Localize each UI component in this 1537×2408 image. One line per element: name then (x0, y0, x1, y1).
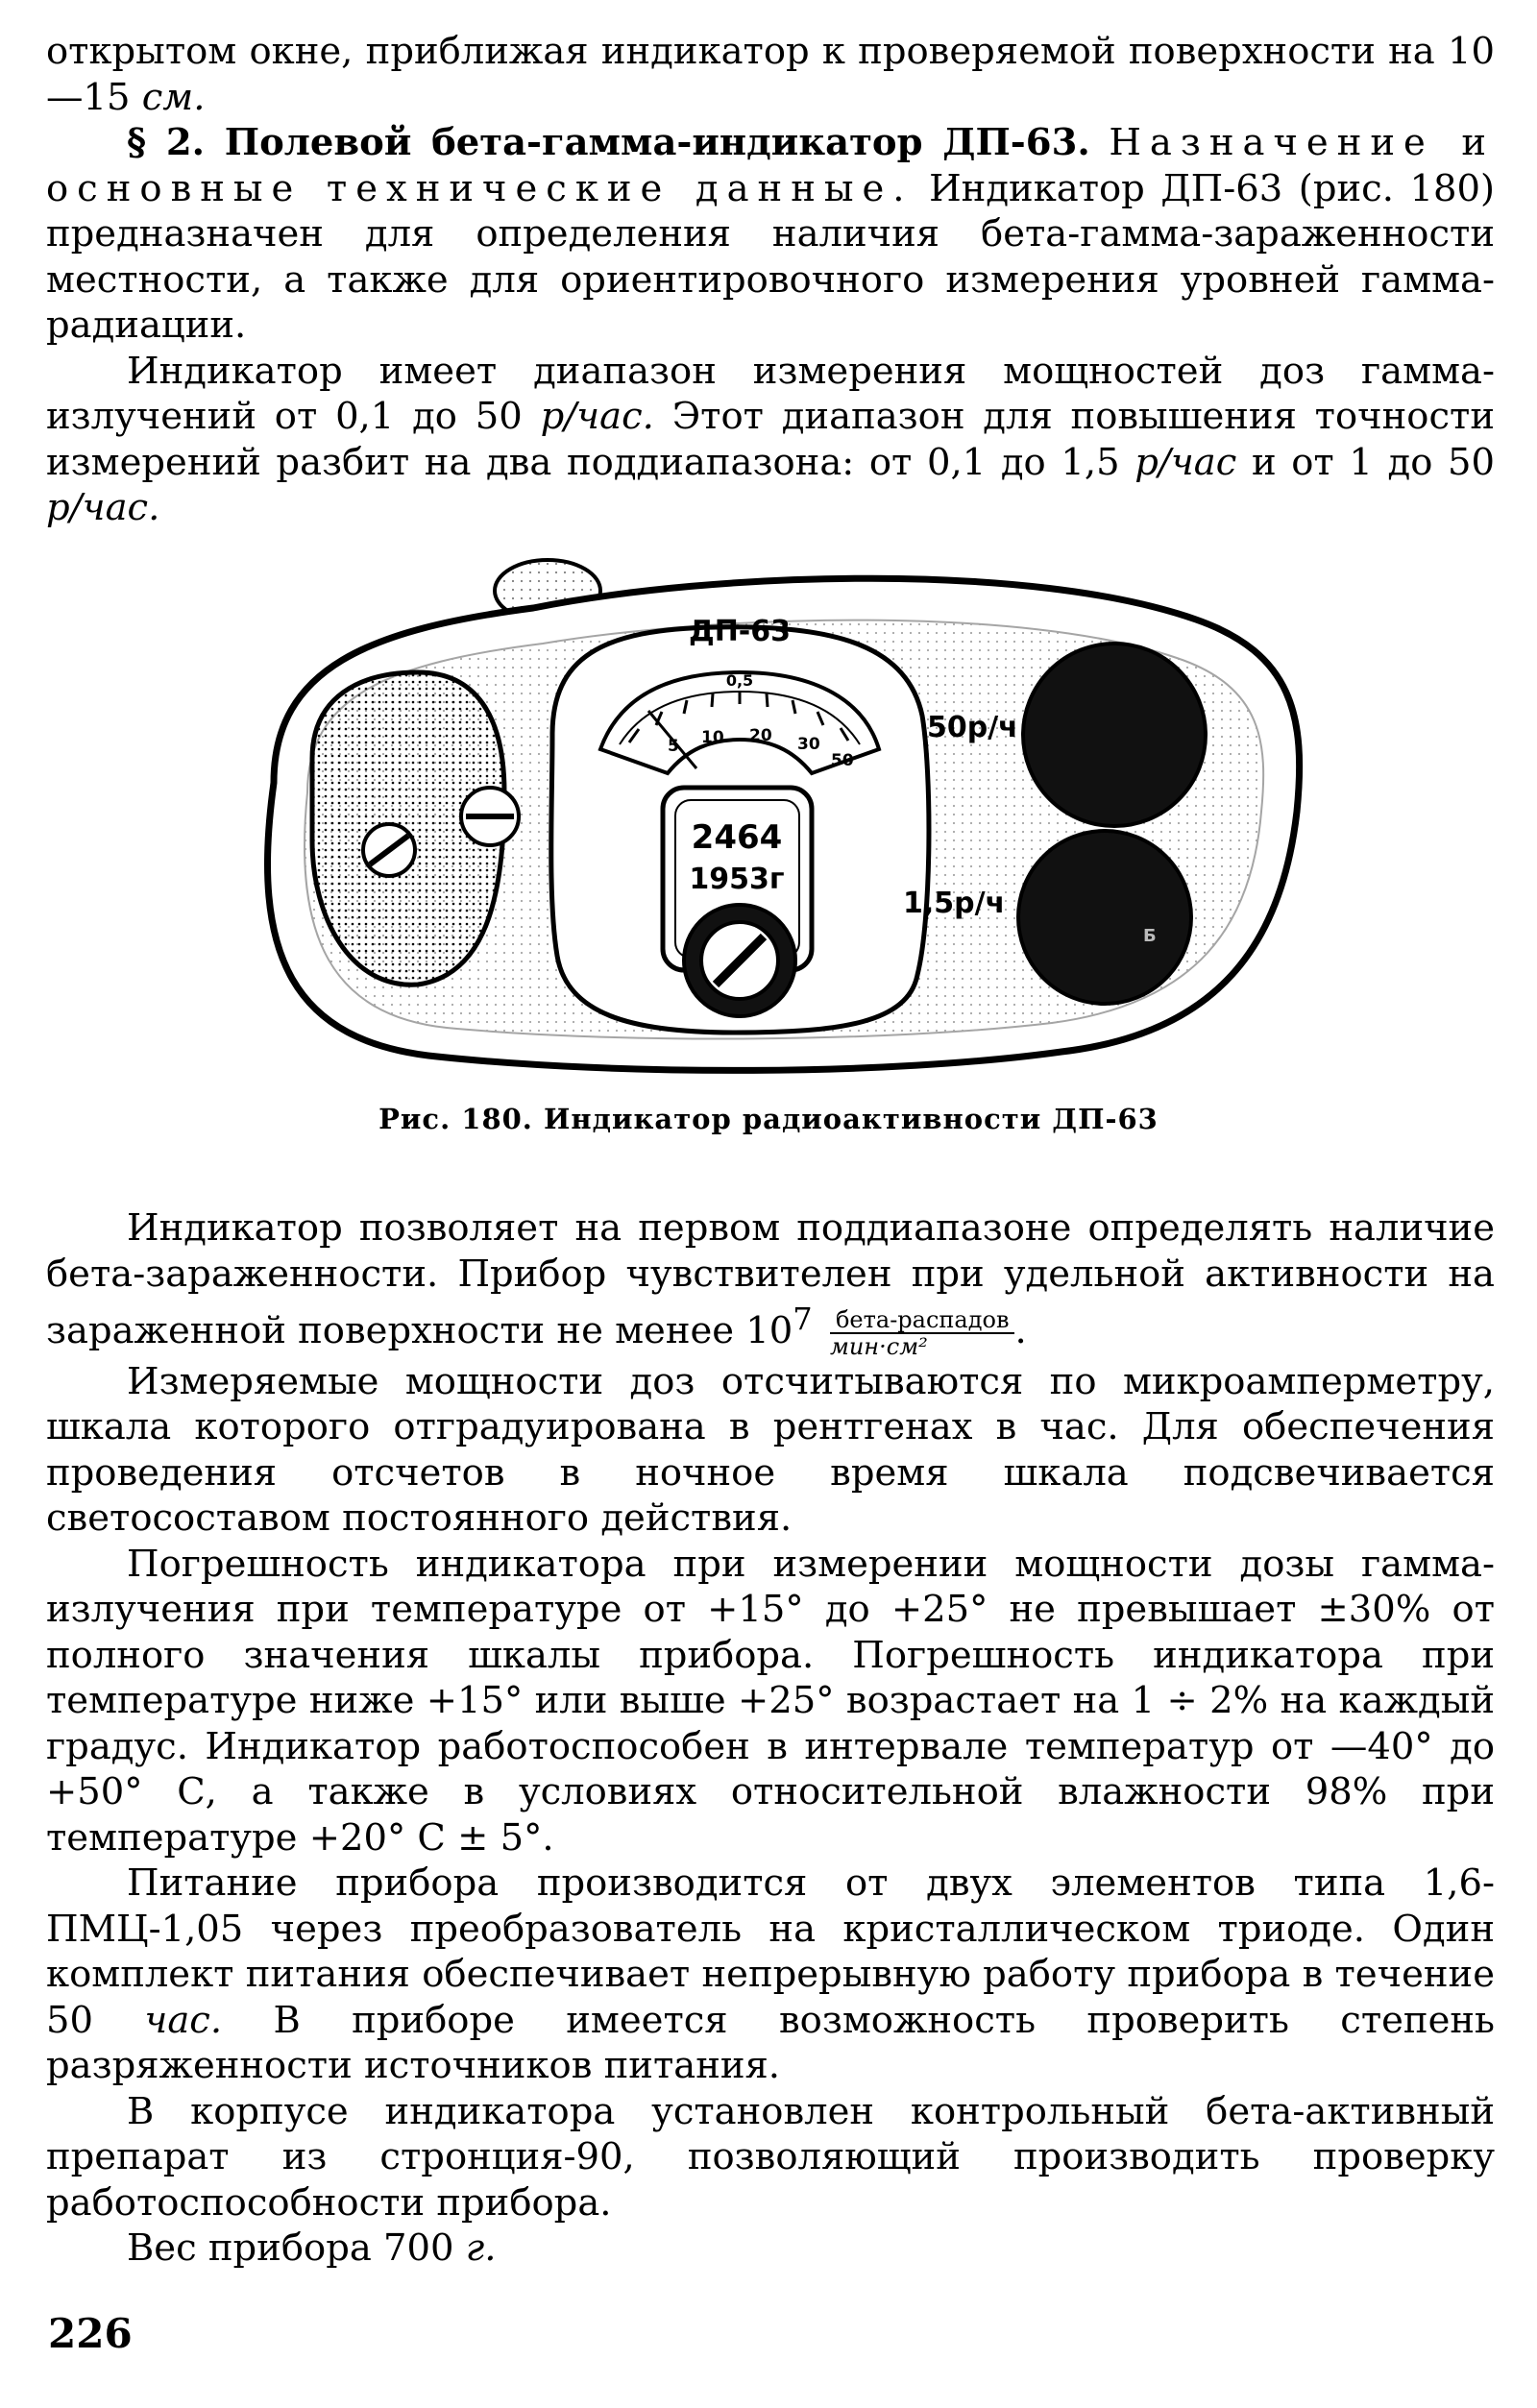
screw-right-icon (461, 788, 519, 845)
paragraph-continued: открытом окне, приближая индикатор к проверяемой поверхности на 10—15 см. (46, 30, 1495, 119)
adjustment-knob-icon (684, 905, 795, 1016)
scale-tick-label: 50 (831, 751, 854, 770)
paragraph-error: Погрешность индикатора при измерении мощности дозы гамма-излучения при температуре от +15° до +25° не превышает ±30% от полного значения шкалы прибора. Погрешность индикатора при температуре ниже +15° или выше +25° возрастает на 1 ÷ 2% на каждый градус. Индикатор работоспособен в интервале температур от —40° до +50° С, а также в условиях относительной влажности 98% при температуре +20° С ± 5°. (46, 1542, 1495, 1860)
page-text-top (46, 29, 1495, 531)
paragraph-scale: Измеряемые мощности доз отсчитываются по микроамперметру, шкала которого отградуирована в рентгенах в час. Для обеспечения проведения отсчетов в ночное время шкала подсвечивается светосоставом постоянного действия. (46, 1359, 1495, 1541)
model-label: ДП-63 (688, 615, 792, 648)
fraction-units: $\frac{\text{бета-распадов}}{\text{мин·см²}}$ (830, 1307, 1015, 1359)
scale-tick-label: 5 (668, 737, 679, 756)
range-high-label: 50р/ч (927, 711, 1018, 744)
range-socket-high-icon (1023, 644, 1206, 826)
year-label: 1953г (689, 863, 785, 896)
socket-mark: Б (1143, 926, 1157, 946)
paragraph-power: Питание прибора производится от двух элементов типа 1,6-ПМЦ-1,05 через преобразователь на кристаллическом триоде. Один комплект питания обеспечивает непрерывную работу прибора в течение 50 час. В приборе имеется возможность проверить степень разряженности источников питания. (46, 1861, 1495, 2088)
page-number: 226 (48, 2310, 133, 2357)
screw-left-icon (363, 824, 415, 876)
paragraph-range: Индикатор имеет диапазон измерения мощностей доз гамма-излучений от 0,1 до 50 р/час. Этот диапазон для повышения точности измерений разбит на два поддиапазона: от 0,1 до 1,5 р/час и от 1 до 50 р/час. (46, 349, 1495, 529)
serial-number: 2464 (691, 818, 783, 857)
figure-caption: Рис. 180. Индикатор радиоактивности ДП-63 (378, 1103, 1159, 1135)
scale-top-label: 0,5 (725, 671, 754, 690)
page-text-bottom (46, 1205, 1495, 2272)
section-subtitle: Назначение и основные технические данные. (46, 121, 1495, 210)
scale-tick-label: 10 (701, 728, 724, 747)
section-title: § 2. Полевой бета-гамма-индикатор ДП-63. (127, 121, 1090, 164)
paragraph-control: В корпусе индикатора установлен контрольный бета-активный препарат из стронция-90, позволяющий производить проверку работоспособности прибора. (46, 2089, 1495, 2225)
range-socket-low-icon (1018, 831, 1191, 1004)
figure-dp63-illustration (216, 552, 1321, 1085)
scale-tick-label: 30 (797, 735, 820, 754)
range-low-label: 1,5р/ч (903, 887, 1006, 920)
scale-tick-label: 20 (749, 726, 772, 745)
section-text: Индикатор ДП-63 (рис. 180) предназначен для определения наличия бета-гамма-зараженности местности, а также для ориентировочного измерения уровней гамма-радиации. (46, 166, 1495, 347)
section-heading-paragraph (46, 120, 1495, 349)
paragraph-beta: Индикатор позволяет на первом поддиапазоне определять наличие бета-зараженности. Прибор чувствителен при удельной активности на зараженной поверхности не менее $10^7$ $\frac{\text{бета-распадов}}{\text{мин·см²}}$ . (46, 1206, 1495, 1360)
paragraph-weight: Вес прибора 700 г. (127, 2226, 497, 2271)
